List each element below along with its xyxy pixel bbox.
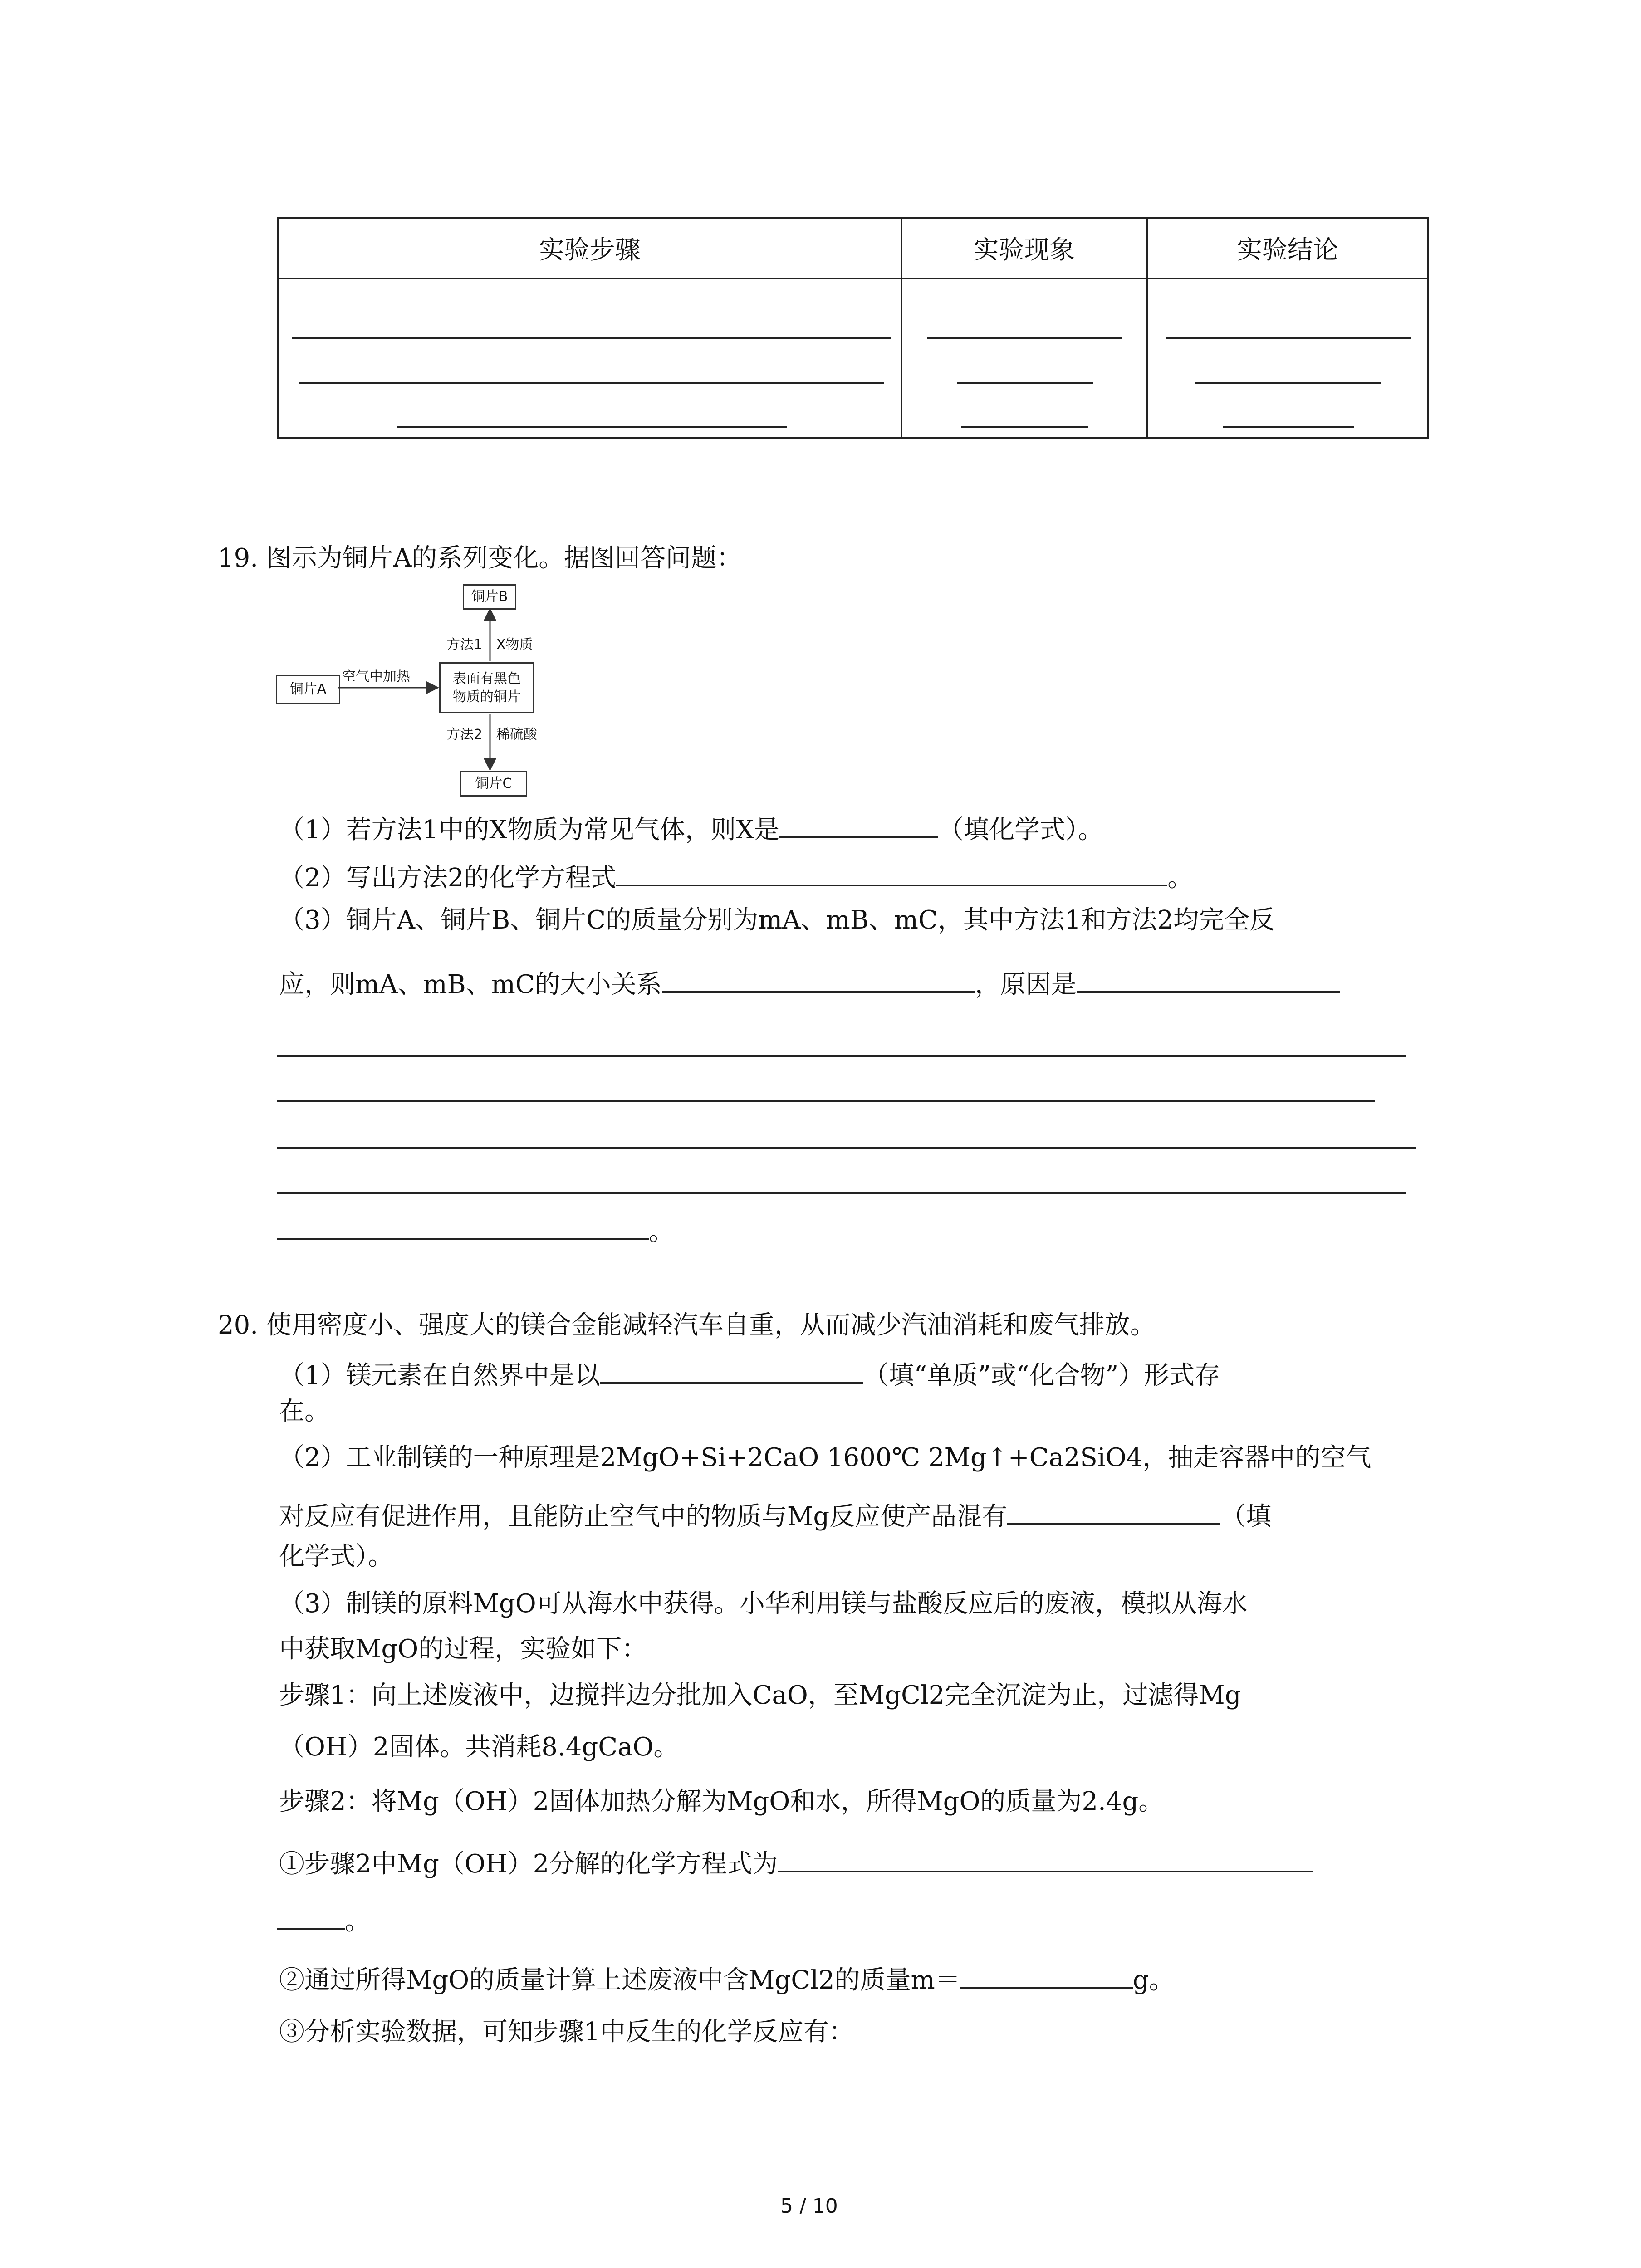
- label-dilute-h2so4: 稀硫酸: [496, 727, 537, 743]
- page-number: 5 / 10: [780, 2195, 838, 2218]
- label-x-substance: X物质: [496, 637, 533, 653]
- q19-title: 19. 图示为铜片A的系列变化。据图回答问题：: [218, 543, 742, 573]
- q19-part3-reason-blank-start[interactable]: [1077, 964, 1340, 993]
- conclusion-answer-cell[interactable]: [1147, 279, 1428, 438]
- q19-part3-line2-text: 应，则mA、mB、mC的大小关系: [279, 970, 662, 999]
- q20-qb-blank[interactable]: [960, 1960, 1133, 1989]
- q19-part2-blank[interactable]: [616, 857, 1167, 886]
- q20-qb-text: ②通过所得MgO的质量计算上述废液中含MgCl2的质量m＝: [279, 1965, 960, 1995]
- q20-part2-suffix: （填: [1220, 1502, 1272, 1531]
- label-method2: 方法2: [446, 727, 483, 743]
- q19-end-mark: 。: [649, 1217, 674, 1246]
- box-copper-a: 铜片A: [276, 675, 340, 704]
- q20-qb: [279, 1960, 1175, 1997]
- q19-part3-line1: （3）铜片A、铜片B、铜片C的质量分别为mA、mB、mC，其中方法1和方法2均完全反: [279, 905, 1275, 935]
- q20-step2: 步骤2：将Mg（OH）2固体加热分解为MgO和水，所得MgO的质量为2.4g。: [279, 1787, 1164, 1816]
- q19-part1-text: （1）若方法1中的X物质为常见气体，则X是: [279, 815, 779, 845]
- q20-title: 20. 使用密度小、强度大的镁合金能减轻汽车自重，从而减少汽油消耗和废气排放。: [218, 1310, 1156, 1340]
- q19-part1-suffix: （填化学式）。: [938, 815, 1103, 845]
- q20-part2-line1: （2）工业制镁的一种原理是2MgO+Si+2CaO 1600℃ 2Mg↑+Ca2SiO4，抽走容器中的空气: [279, 1443, 1372, 1472]
- diagram-arrows: [272, 581, 554, 798]
- q20-qa-text: ①步骤2中Mg（OH）2分解的化学方程式为: [279, 1849, 778, 1879]
- box-copper-c: 铜片C: [460, 771, 527, 797]
- q20-qa: [279, 1843, 1313, 1881]
- q20-part2-line3: 化学式）。: [279, 1542, 393, 1571]
- q20-part3-line2: 中获取MgO的过程，实验如下：: [279, 1634, 647, 1664]
- q19-reason-line-1[interactable]: [277, 1055, 1406, 1057]
- q20-part2-blank[interactable]: [1007, 1496, 1220, 1525]
- q19-part2-text: （2）写出方法2的化学方程式: [279, 863, 617, 893]
- q19-reason-line-2[interactable]: [277, 1100, 1375, 1102]
- q20-step1-line2: （OH）2固体。共消耗8.4gCaO。: [279, 1732, 679, 1762]
- box-black-copper-line1: 表面有黑色: [453, 671, 521, 687]
- box-black-copper-line2: 物质的铜片: [453, 689, 521, 705]
- q20-qb-unit: g。: [1132, 1965, 1175, 1995]
- q20-part2-line2: [279, 1496, 1271, 1533]
- q19-part2: [279, 857, 1193, 894]
- q20-qc: ③分析实验数据，可知步骤1中反生的化学反应有：: [279, 2017, 854, 2047]
- table-header-conclusion: 实验结论: [1147, 218, 1428, 279]
- q20-part3-line1: （3）制镁的原料MgO可从海水中获得。小华利用镁与盐酸反应后的废液，模拟从海水: [279, 1589, 1248, 1618]
- q19-reason-line-5[interactable]: [277, 1211, 649, 1240]
- q20-qa-end: 。: [345, 1906, 370, 1936]
- q20-part1-blank[interactable]: [600, 1355, 863, 1384]
- q19-part3-relation-blank[interactable]: [662, 964, 975, 993]
- label-method1: 方法1: [446, 637, 483, 653]
- experiment-table: [277, 217, 1429, 439]
- phenomena-answer-cell[interactable]: [901, 279, 1147, 438]
- q19-reason-line-3[interactable]: [277, 1147, 1416, 1149]
- q20-part1-cont: 在。: [279, 1397, 330, 1426]
- q20-step1-line1: 步骤1：向上述废液中，边搅拌边分批加入CaO，至MgCl2完全沉淀为止，过滤得Mg: [279, 1681, 1241, 1710]
- q20-qa-blank[interactable]: [778, 1843, 1313, 1872]
- q19-reason-line-4[interactable]: [277, 1192, 1406, 1194]
- table-header-steps: 实验步骤: [278, 218, 901, 279]
- q20-part1-suffix: （填“单质”或“化合物”）形式存: [863, 1361, 1220, 1390]
- q20-part1-text: （1）镁元素在自然界中是以: [279, 1361, 600, 1390]
- q19-part1-blank[interactable]: [779, 809, 938, 838]
- box-copper-b: 铜片B: [463, 584, 516, 610]
- steps-answer-cell[interactable]: [278, 279, 901, 438]
- q19-part1: [279, 809, 1103, 846]
- q19-part3-line2: [279, 964, 1340, 1001]
- q19-reason-last: [277, 1211, 674, 1248]
- q20-qa-blank-cont[interactable]: [277, 1901, 345, 1930]
- q20-part1: [279, 1355, 1220, 1392]
- q19-part3-reason-label: ，原因是: [975, 970, 1077, 999]
- q19-part2-suffix: 。: [1167, 863, 1193, 893]
- label-heat-in-air: 空气中加热: [342, 669, 410, 684]
- table-header-phenomena: 实验现象: [901, 218, 1147, 279]
- q20-qa-cont: [277, 1901, 370, 1938]
- q20-part2-line2-text: 对反应有促进作用，且能防止空气中的物质与Mg反应使产品混有: [279, 1502, 1008, 1531]
